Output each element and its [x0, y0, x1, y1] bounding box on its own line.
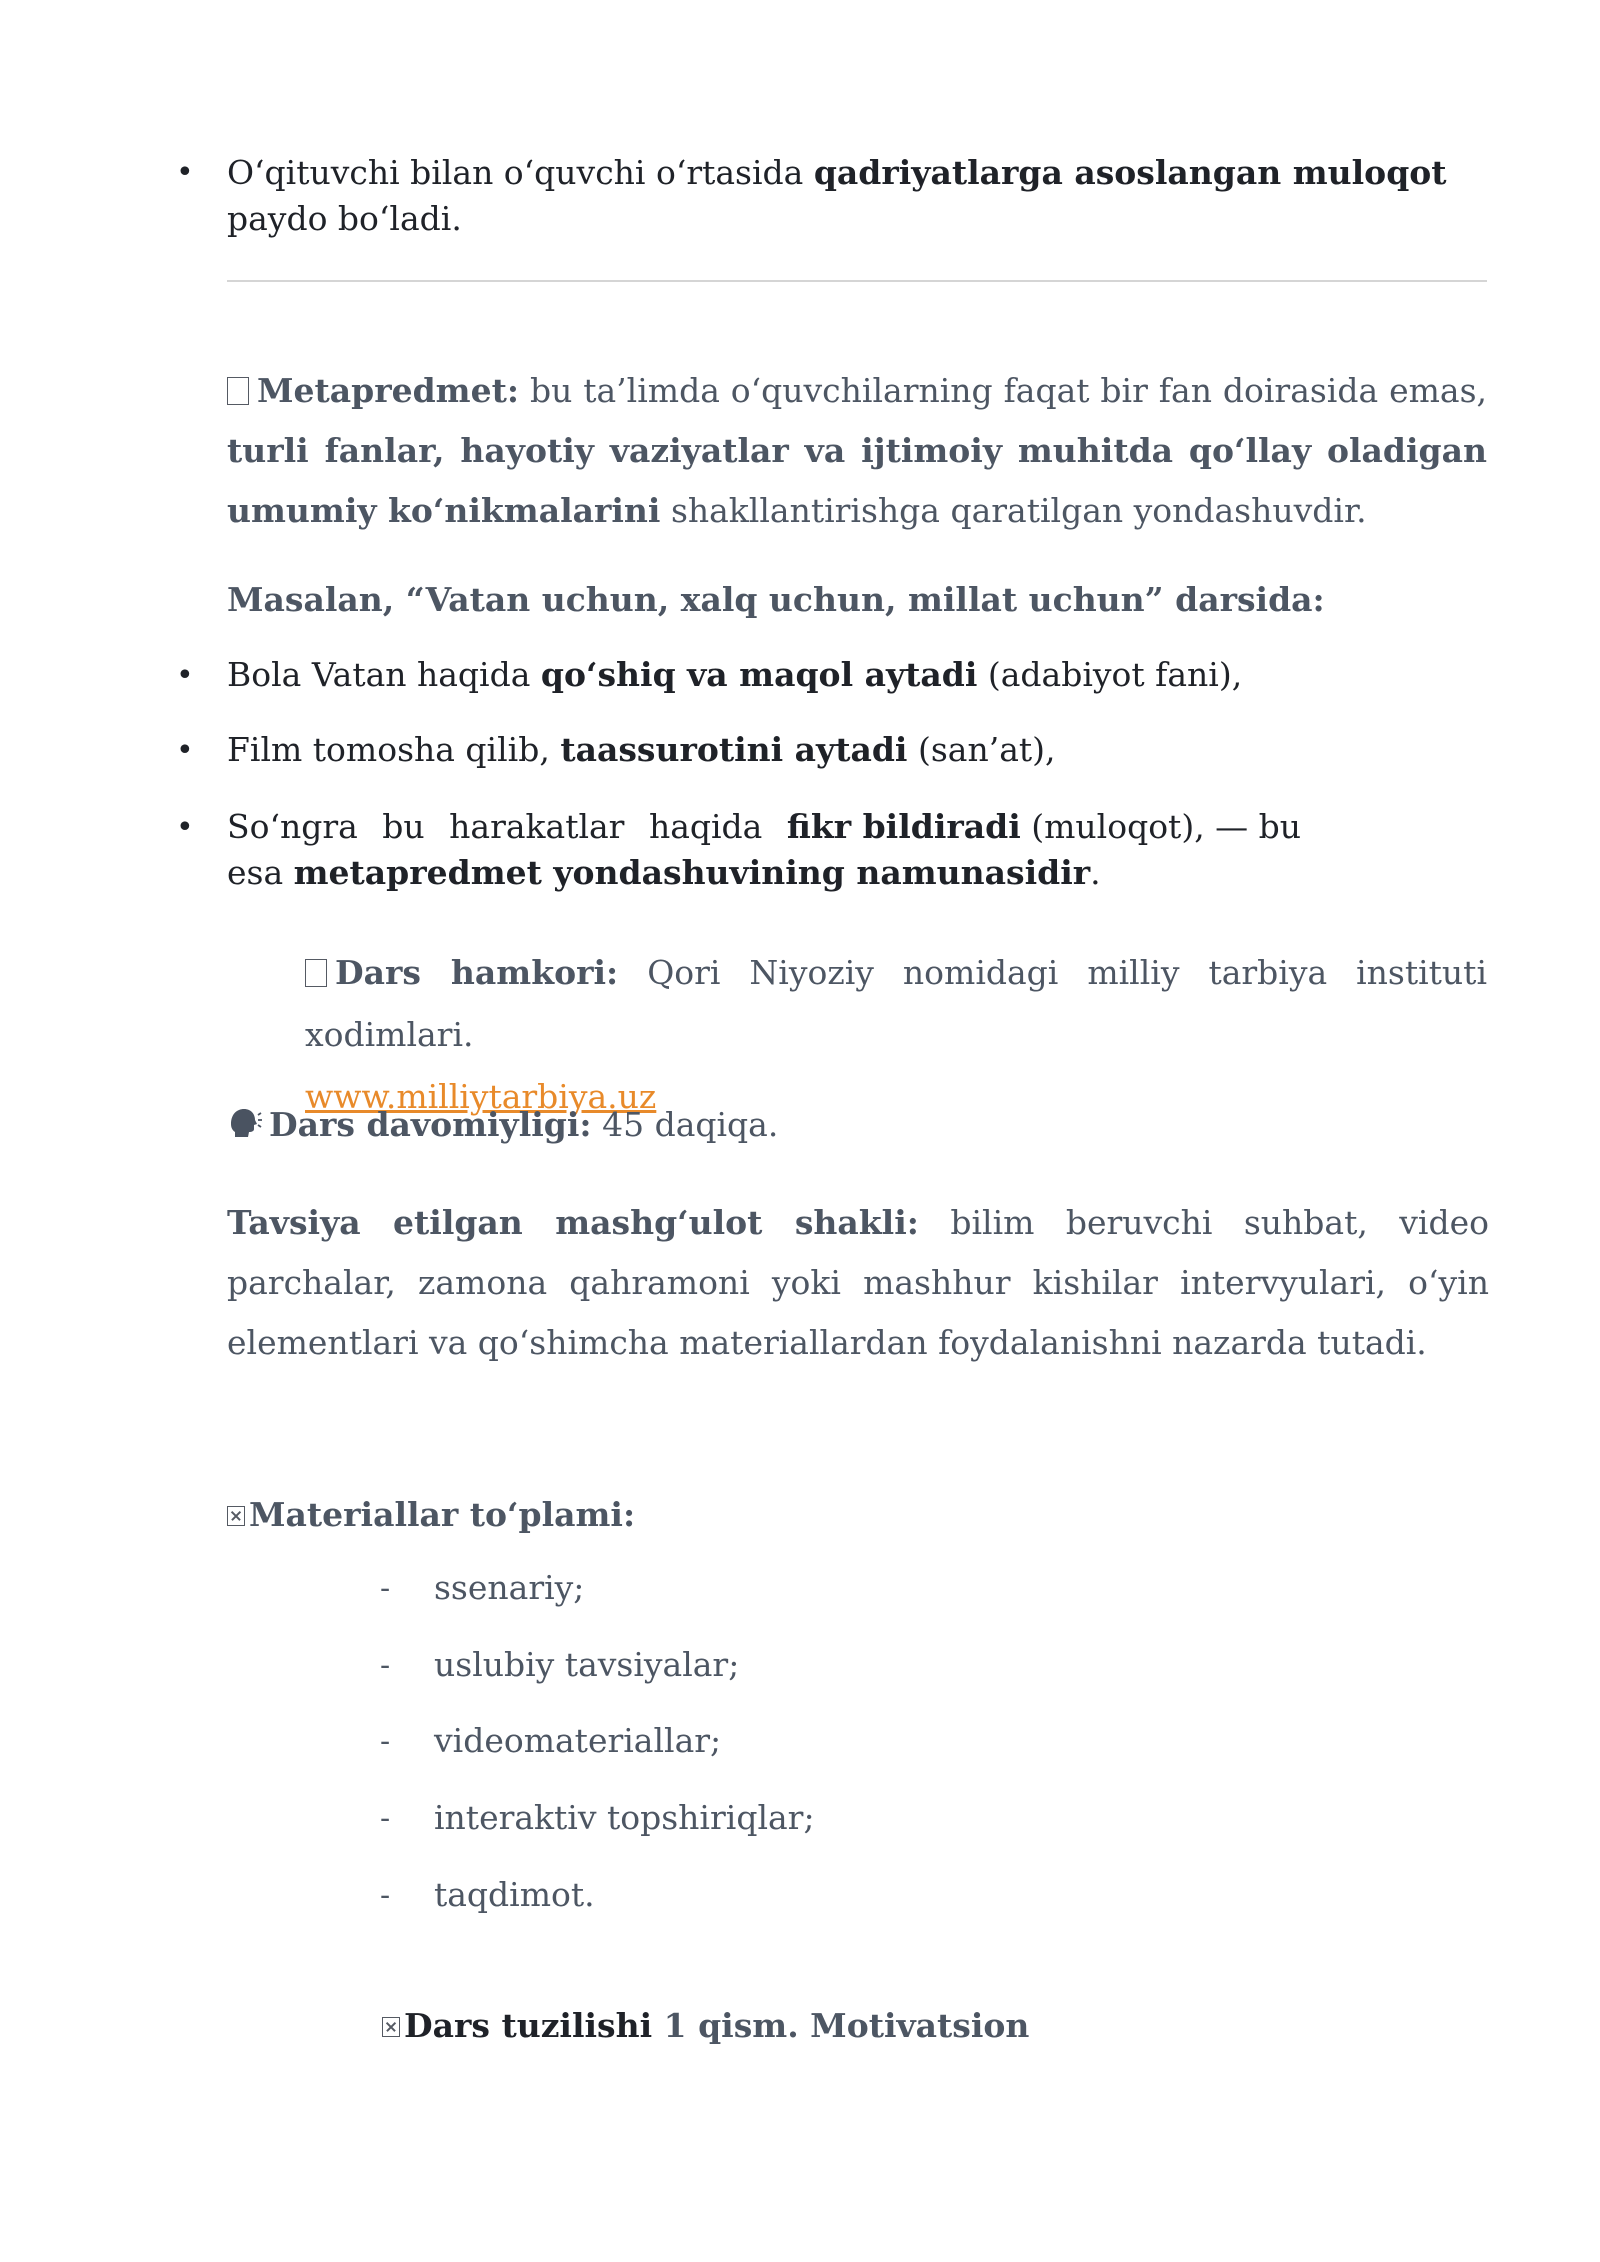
list-item: videomateriallar; [434, 1721, 722, 1760]
bullet-text: paydo bo‘ladi. [227, 199, 462, 238]
example-heading: Masalan, “Vatan uchun, xalq uchun, millat uchun” darsida: [227, 580, 1325, 619]
example-text: (san’at), [907, 730, 1056, 769]
materials-heading-text: Materiallar to‘plami: [249, 1495, 636, 1534]
missing-glyph-icon [227, 377, 249, 405]
example-item-1 [227, 652, 1487, 698]
list-item: interaktiv topshiriqlar; [434, 1798, 815, 1837]
form-label: Tavsiya etilgan mashg‘ulot shakli: [227, 1203, 919, 1242]
structure-label: Dars tuzilishi [404, 2006, 653, 2045]
horizontal-divider [227, 280, 1487, 282]
checkbox-x-icon [382, 2017, 400, 2037]
form-text: bilim beruvchi suhbat, video parchalar, zamona qahramoni yoki mashhur kishilar intervyulari, o‘yin elementlari va qo‘shimcha materiallardan foydalanishni nazarda tutadi. [227, 1203, 1489, 1362]
list-item: ssenariy; [434, 1568, 585, 1607]
checkbox-x-icon [227, 1506, 245, 1526]
bullet-dot: • [176, 810, 194, 845]
example-item-3 [227, 804, 1367, 896]
metapredmet-label: Metapredmet: [257, 371, 520, 410]
example-item-2 [227, 727, 1487, 773]
bullet-dot: • [176, 658, 194, 693]
bullet-item [227, 150, 1487, 242]
missing-glyph-icon [305, 959, 327, 987]
list-dash: - [380, 1801, 391, 1836]
partner-link[interactable]: www.milliytarbiya.uz [305, 1077, 657, 1116]
bullet-dot: • [176, 733, 194, 768]
bullet-bold-text: qadriyatlarga asoslangan muloqot [813, 153, 1447, 192]
example-text: So‘ngra bu harakatlar haqida [227, 807, 787, 846]
example-bold: metapredmet yondashuvining namunasidir [293, 853, 1091, 892]
partner-label: Dars hamkori: [335, 953, 619, 992]
duration-label: Dars davomiyligi: [269, 1105, 592, 1144]
materials-heading [227, 1492, 1487, 1538]
example-bold: fikr bildiradi [786, 807, 1021, 846]
structure-heading [382, 2003, 1029, 2049]
list-item: taqdimot. [434, 1875, 595, 1914]
bullet-text: O‘qituvchi bilan o‘quvchi o‘rtasida [227, 153, 814, 192]
duration-value: 45 daqiqa. [591, 1105, 779, 1144]
example-text: Film tomosha qilib, [227, 730, 561, 769]
example-bold: taassurotini aytadi [560, 730, 908, 769]
metapredmet-text: shakllantirishga qaratilgan yondashuvdir. [660, 491, 1367, 530]
example-text: . [1090, 853, 1101, 892]
bullet-dot: • [176, 155, 194, 190]
duration-line [227, 1102, 1487, 1152]
partner-paragraph [305, 942, 1487, 1128]
list-dash: - [380, 1571, 391, 1606]
metapredmet-bold: turli fanlar, hayotiy vaziyatlar va ijtimoiy muhitda qo‘llay oladigan umumiy ko‘nikmalarini [227, 431, 1487, 530]
example-bold: qo‘shiq va maqol aytadi [540, 655, 978, 694]
speaking-head-icon [227, 1106, 263, 1152]
list-dash: - [380, 1724, 391, 1759]
partner-text: Qori Niyoziy nomidagi milliy tarbiya instituti xodimlari. [305, 953, 1488, 1054]
example-text: Bola Vatan haqida [227, 655, 541, 694]
form-paragraph [227, 1193, 1489, 1373]
example-text: (muloqot), — bu esa [227, 807, 1302, 892]
list-item: uslubiy tavsiyalar; [434, 1645, 740, 1684]
list-dash: - [380, 1648, 391, 1683]
metapredmet-text: bu ta’limda o‘quvchilarning faqat bir fan doirasida emas, [519, 371, 1487, 410]
structure-text: 1 qism. Motivatsion [652, 2006, 1030, 2045]
example-text: (adabiyot fani), [977, 655, 1243, 694]
metapredmet-paragraph [227, 361, 1487, 541]
list-dash: - [380, 1878, 391, 1913]
